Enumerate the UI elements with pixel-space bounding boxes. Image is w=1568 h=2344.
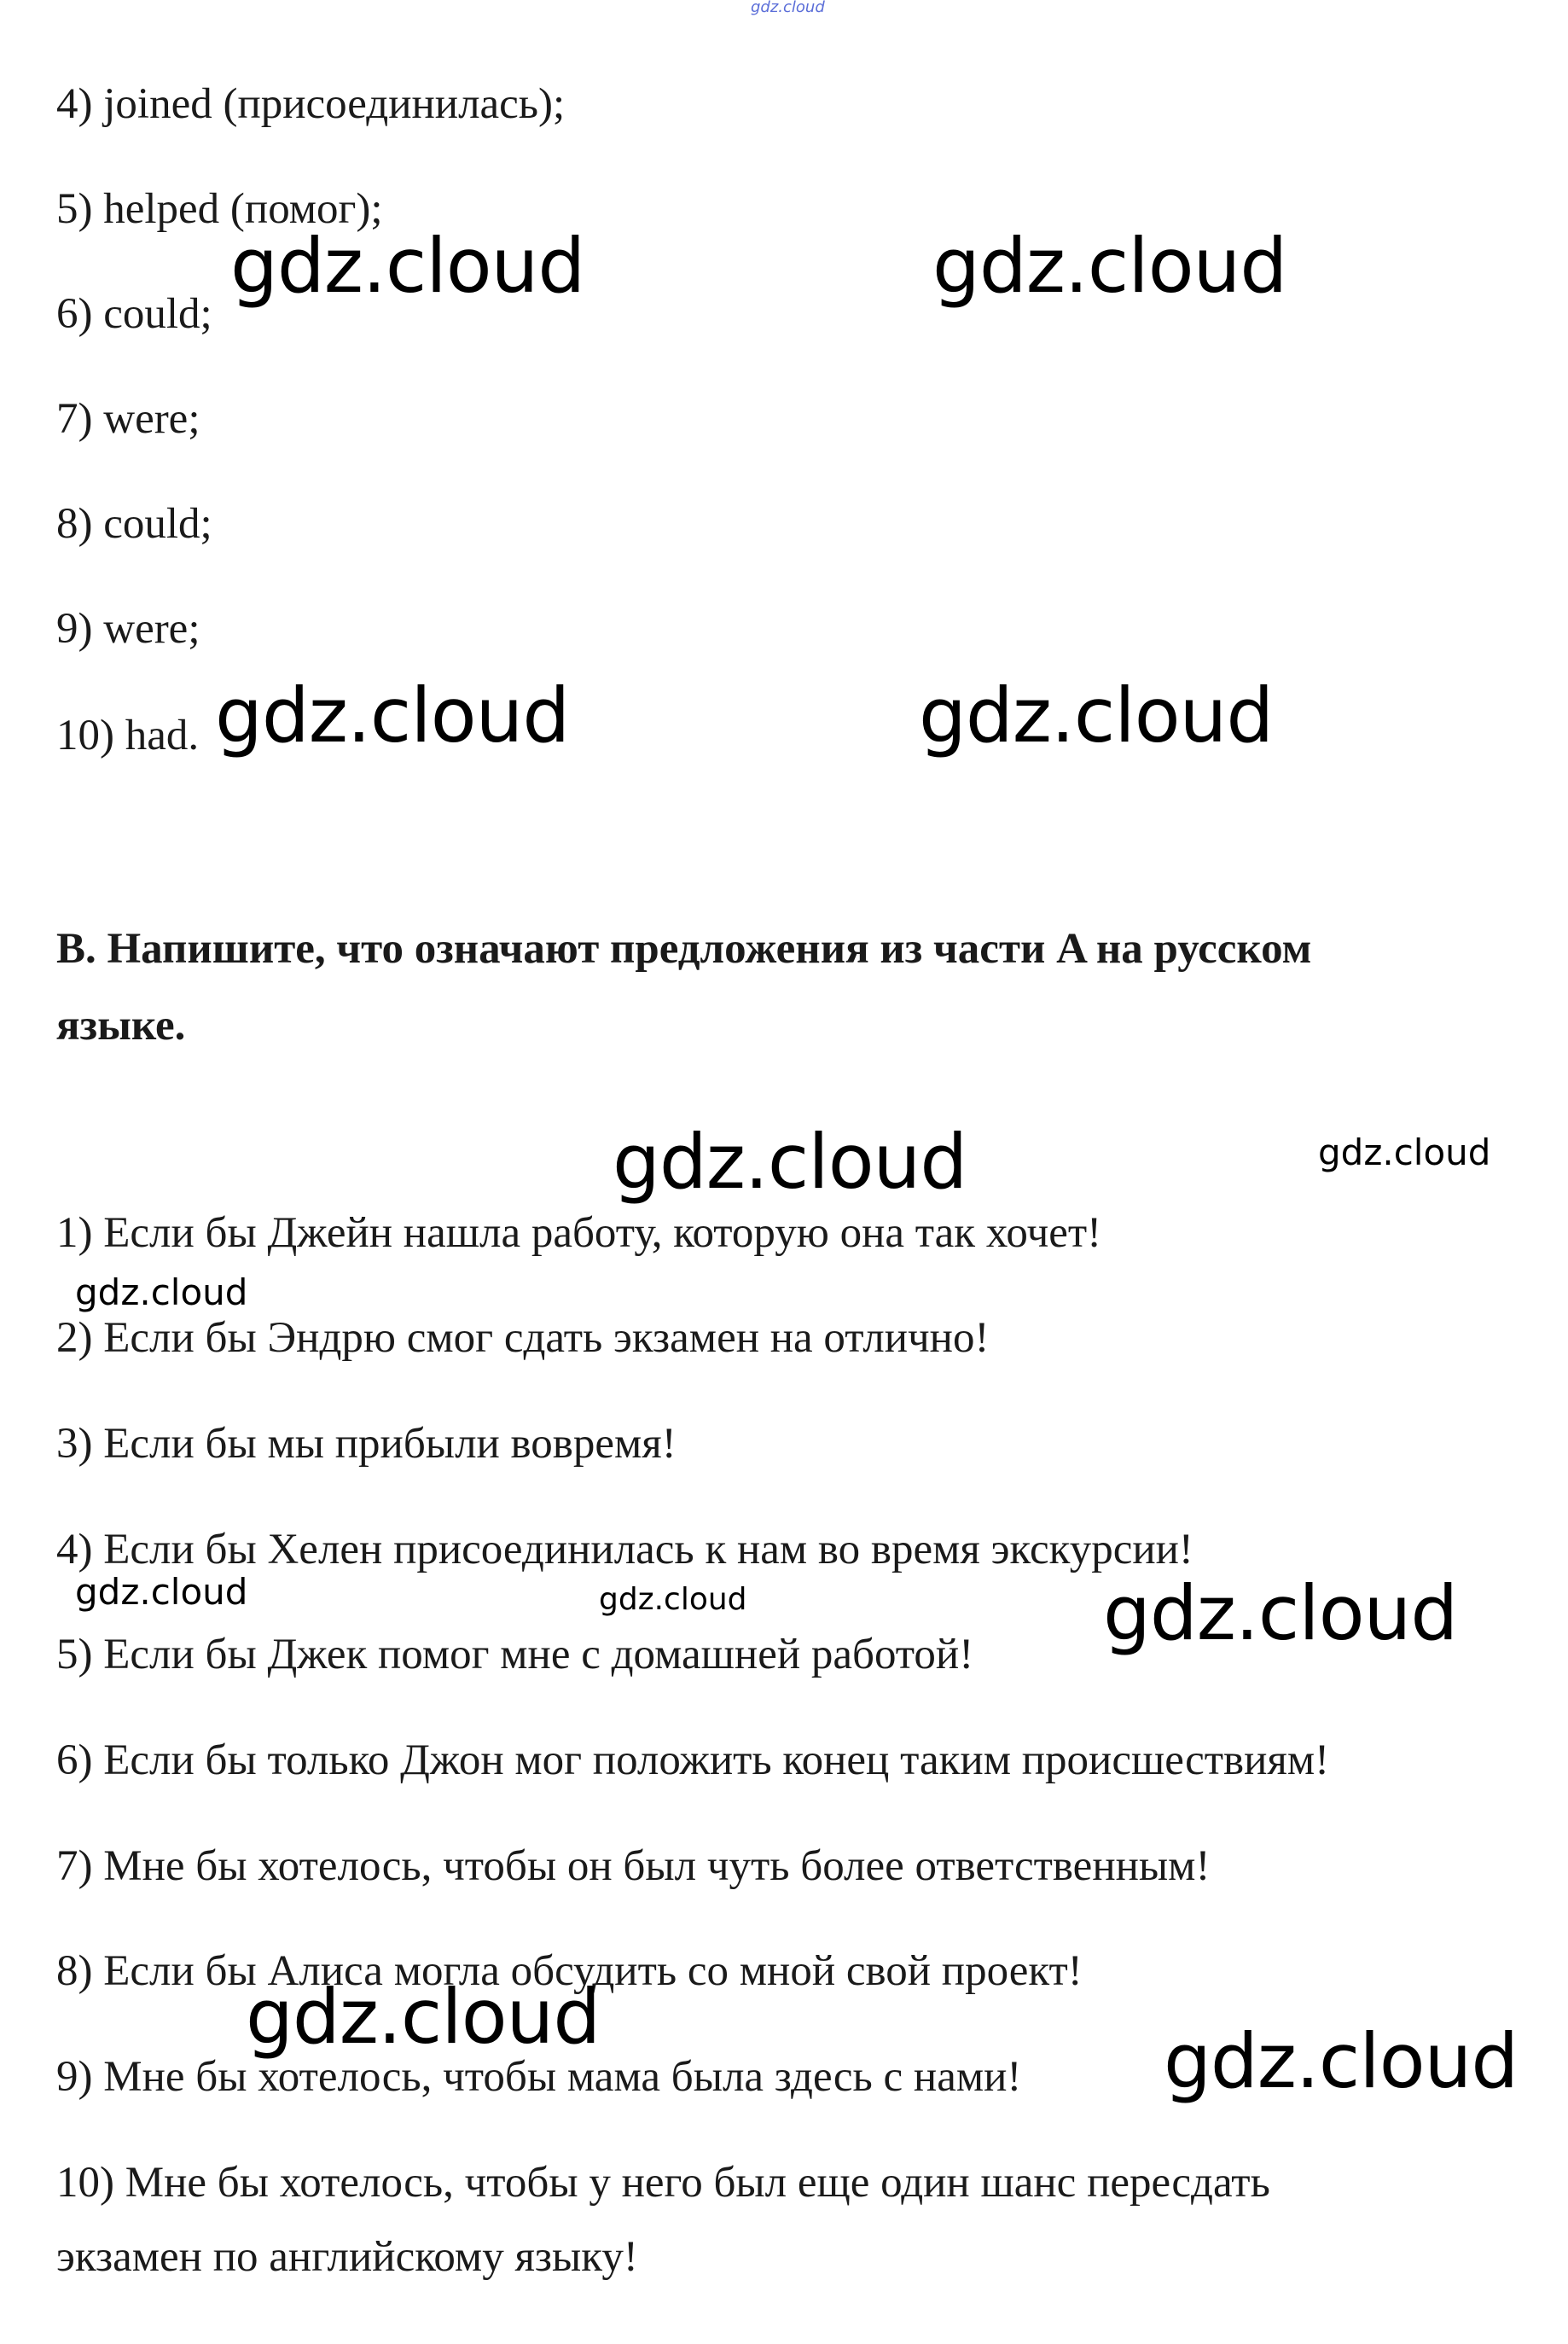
part-b-heading-line1: B. Напишите, что означают предложения из части A на русском bbox=[56, 925, 1312, 973]
answer-b-10: 10) Мне бы хотелось, чтобы у него был еще один шанс пересдать bbox=[56, 2159, 1270, 2207]
answer-b-2: 2) Если бы Эндрю смог сдать экзамен на отлично! bbox=[56, 1314, 990, 1362]
answer-a-7: 7) were; bbox=[56, 395, 200, 443]
watermark: gdz.cloud bbox=[246, 1973, 601, 2061]
answer-a-8: 8) could; bbox=[56, 500, 212, 548]
watermark: gdz.cloud bbox=[230, 222, 585, 310]
answer-b-9: 9) Мне бы хотелось, чтобы мама была здесь с нами! bbox=[56, 2053, 1022, 2101]
watermark: gdz.cloud bbox=[932, 222, 1287, 310]
top-watermark: gdz.cloud bbox=[751, 0, 825, 16]
answer-b-8: 8) Если бы Алиса могла обсудить со мной свой проект! bbox=[56, 1947, 1083, 1995]
watermark: gdz.cloud bbox=[1164, 2017, 1519, 2105]
watermark: gdz.cloud bbox=[215, 672, 570, 759]
answer-b-4: 4) Если бы Хелен присоединилась к нам во время экскурсии! bbox=[56, 1526, 1193, 1573]
watermark: gdz.cloud bbox=[1103, 1569, 1458, 1657]
answer-a-10: 10) had. bbox=[56, 712, 200, 759]
answer-b-10-cont: экзамен по английскому языку! bbox=[56, 2233, 638, 2281]
watermark-small: gdz.cloud bbox=[1318, 1131, 1491, 1173]
answer-b-5: 5) Если бы Джек помог мне с домашней работой! bbox=[56, 1631, 974, 1678]
watermark: gdz.cloud bbox=[919, 672, 1274, 759]
watermark-tiny: gdz.cloud bbox=[599, 1582, 747, 1617]
part-b-heading-line2: языке. bbox=[56, 1002, 186, 1050]
answer-a-6: 6) could; bbox=[56, 290, 212, 338]
answer-b-3: 3) Если бы мы прибыли вовремя! bbox=[56, 1420, 677, 1468]
watermark-small: gdz.cloud bbox=[75, 1271, 248, 1313]
answer-a-9: 9) were; bbox=[56, 605, 200, 653]
answer-b-7: 7) Мне бы хотелось, чтобы он был чуть более ответственным! bbox=[56, 1842, 1211, 1890]
answer-b-6: 6) Если бы только Джон мог положить конец таким происшествиям! bbox=[56, 1736, 1330, 1784]
answer-a-4: 4) joined (присоединилась); bbox=[56, 80, 566, 128]
watermark: gdz.cloud bbox=[613, 1118, 967, 1206]
answer-a-5: 5) helped (помог); bbox=[56, 185, 383, 233]
watermark-small: gdz.cloud bbox=[75, 1571, 248, 1613]
answer-b-1: 1) Если бы Джейн нашла работу, которую она так хочет! bbox=[56, 1209, 1102, 1257]
